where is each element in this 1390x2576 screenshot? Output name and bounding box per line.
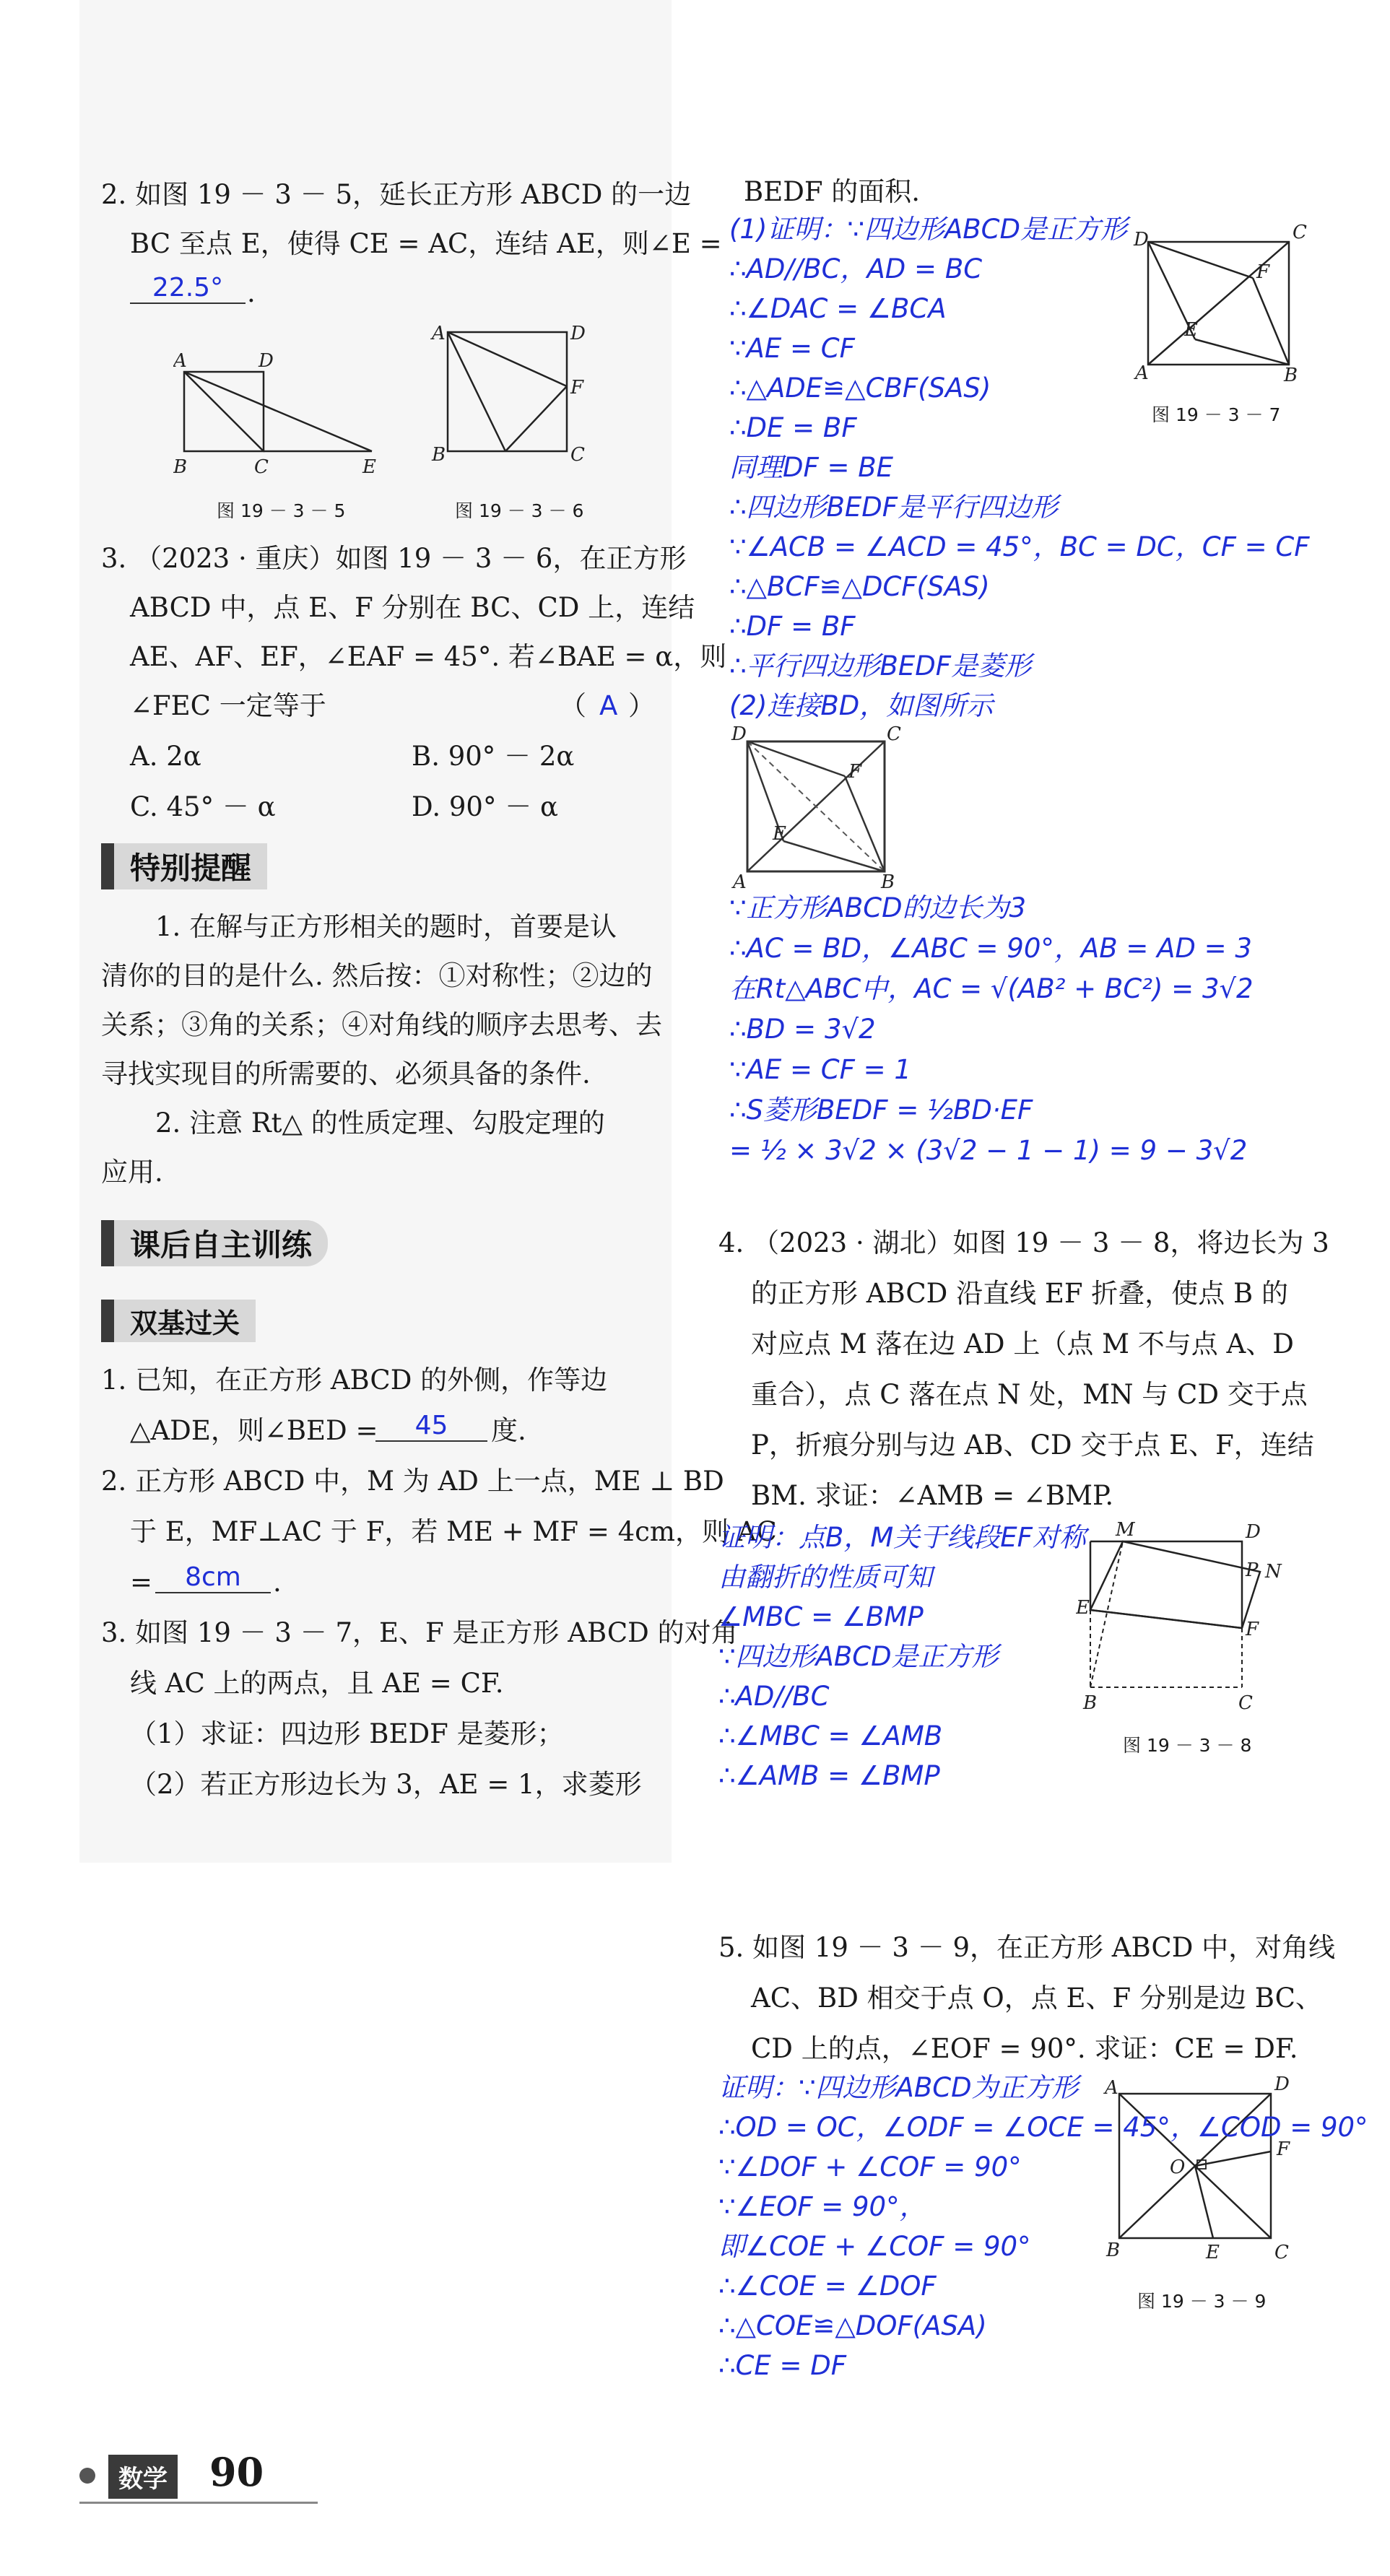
figure-19-3-6 — [426, 318, 592, 477]
e3-sol-12: (2)连接BD，如图所示 — [729, 690, 994, 721]
e4-line1: 4. （2023 · 湖北）如图 19 － 3 － 8，将边长为 3 — [718, 1227, 1329, 1258]
e1-line1: 1. 已知，在正方形 ABCD 的外侧，作等边 — [101, 1365, 608, 1396]
e5-sol-2: ∵∠DOF + ∠COF = 90° — [718, 2151, 1022, 2183]
q3-option-a: A. 2α — [130, 741, 201, 772]
q3-paren-close: ） — [628, 690, 655, 721]
q3-option-c: C. 45° － α — [130, 791, 276, 822]
e4-line6: BM. 求证：∠AMB = ∠BMP. — [751, 1480, 1114, 1511]
e5-sol-1: ∴OD = OC，∠ODF = ∠OCE = 45°，∠COD = 90° — [718, 2112, 1368, 2143]
e3-line5: BEDF 的面积. — [744, 176, 921, 207]
svg-text:E: E — [362, 456, 376, 478]
e3-line1: 3. 如图 19 － 3 － 7，E、F 是正方形 ABCD 的对角 — [101, 1617, 738, 1648]
training-banner: 课后自主训练 — [101, 1220, 328, 1266]
e2-line2: 于 E，MF⊥AC 于 F，若 ME + MF = 4cm，则 AC — [130, 1516, 777, 1547]
e4-line4: 重合），点 C 落在点 N 处，MN 与 CD 交于点 — [751, 1379, 1308, 1410]
page-number: 90 — [209, 2449, 264, 2495]
e4-sol-1: 由翻折的性质可知 — [718, 1562, 932, 1593]
tips-line6: 应用. — [101, 1157, 163, 1188]
e3-sol-18: ∴S菱形BEDF = ½BD·EF — [729, 1095, 1033, 1126]
e5-sol-5: ∴∠COE = ∠DOF — [718, 2271, 937, 2302]
tips-line3: 关系；③角的关系；④对角线的顺序去思考、去 — [101, 1009, 662, 1040]
e3-sol-15: 在Rt△ABC中，AC = √(AB² + BC²) = 3√2 — [729, 973, 1254, 1004]
svg-text:F: F — [1256, 261, 1270, 283]
q3-line1: 3. （2023 · 重庆）如图 19 － 3 － 6，在正方形 — [101, 543, 687, 574]
e3-sol-17: ∵AE = CF = 1 — [729, 1054, 911, 1085]
solution-sketch-figure — [729, 726, 903, 892]
svg-text:D: D — [1246, 1521, 1261, 1543]
e4-line5: P，折痕分别与边 AB、CD 交于点 E、F，连结 — [751, 1430, 1314, 1461]
e5-sol-0: 证明：∵四边形ABCD为正方形 — [718, 2072, 1079, 2103]
tips-line5: 2. 注意 Rt△ 的性质定理、勾股定理的 — [155, 1108, 605, 1139]
e5-sol-4: 即∠COE + ∠COF = 90° — [718, 2231, 1031, 2262]
q3-option-b: B. 90° － 2α — [412, 741, 575, 772]
fig8-caption: 图 19 － 3 － 8 — [1123, 1735, 1252, 1756]
e4-sol-4: ∴AD//BC — [718, 1681, 830, 1712]
tips-banner: 特别提醒 — [101, 843, 267, 889]
figure-19-3-7 — [1126, 217, 1314, 390]
svg-text:D: D — [259, 350, 274, 372]
e4-sol-2: ∠MBC = ∠BMP — [718, 1601, 924, 1632]
svg-text:E: E — [1206, 2242, 1220, 2260]
svg-text:A: A — [1135, 362, 1149, 384]
tips-line4: 寻找实现目的所需要的、必须具备的条件. — [101, 1058, 591, 1089]
q3-line4: ∠FEC 一定等于 — [130, 690, 326, 721]
e4-line2: 的正方形 ABCD 沿直线 EF 折叠，使点 B 的 — [751, 1278, 1289, 1309]
svg-text:C: C — [887, 726, 901, 745]
e1-line2b: 度. — [491, 1415, 526, 1446]
e3-sol-13: ∵正方形ABCD的边长为3 — [729, 892, 1027, 923]
e4-line3: 对应点 M 落在边 AD 上（点 M 不与点 A、D — [751, 1328, 1294, 1359]
e3-sol-9: ∴△BCF≌△DCF(SAS) — [729, 571, 990, 602]
svg-text:B: B — [1284, 365, 1298, 386]
svg-text:C: C — [254, 456, 269, 478]
figure-19-3-8 — [1076, 1520, 1300, 1715]
svg-text:F: F — [848, 761, 862, 783]
e3-sol-1: ∴AD//BC，AD = BC — [729, 253, 983, 284]
e4-sol-5: ∴∠MBC = ∠AMB — [718, 1720, 943, 1752]
e5-line3: CD 上的点，∠EOF = 90°. 求证：CE = DF. — [751, 2033, 1298, 2064]
svg-text:N: N — [1265, 1561, 1282, 1583]
e5-sol-7: ∴CE = DF — [718, 2350, 847, 2381]
q2-end: . — [247, 277, 256, 308]
e3-line3: （1）求证：四边形 BEDF 是菱形； — [130, 1718, 564, 1749]
e5-sol-6: ∴△COE≌△DOF(ASA) — [718, 2310, 987, 2341]
svg-text:B: B — [1083, 1692, 1098, 1714]
svg-text:C: C — [1238, 1692, 1253, 1714]
svg-text:F: F — [570, 377, 584, 399]
svg-text:A: A — [173, 350, 187, 372]
e3-sol-4: ∴△ADE≌△CBF(SAS) — [729, 373, 991, 404]
figure-19-3-9 — [1098, 2072, 1300, 2260]
e3-sol-6: 同理DF = BE — [729, 452, 894, 483]
fig6-caption: 图 19 － 3 － 6 — [455, 500, 584, 521]
e3-sol-3: ∵AE = CF — [729, 333, 855, 364]
svg-text:C: C — [1293, 222, 1307, 243]
fig9-caption: 图 19 － 3 － 9 — [1137, 2291, 1267, 2312]
svg-text:C: C — [1274, 2242, 1289, 2260]
figure-19-3-5 — [173, 339, 390, 484]
e2-line3a: = — [130, 1567, 153, 1598]
footer-rule — [79, 2502, 318, 2504]
e3-sol-7: ∴四边形BEDF是平行四边形 — [729, 492, 1059, 523]
svg-text:E: E — [1076, 1597, 1090, 1619]
svg-text:A: A — [432, 323, 446, 344]
e3-sol-10: ∴DF = BF — [729, 611, 856, 642]
e2-line3b: . — [273, 1567, 282, 1598]
e3-sol-0: (1)证明：∵四边形ABCD是正方形 — [729, 214, 1127, 245]
svg-text:B: B — [1106, 2240, 1121, 2260]
e4-sol-3: ∵四边形ABCD是正方形 — [718, 1641, 999, 1672]
e4-sol-6: ∴∠AMB = ∠BMP — [718, 1760, 940, 1791]
e3-line4: （2）若正方形边长为 3，AE = 1，求菱形 — [130, 1769, 642, 1800]
e5-line1: 5. 如图 19 － 3 － 9，在正方形 ABCD 中，对角线 — [718, 1932, 1336, 1963]
svg-text:A: A — [733, 871, 747, 892]
e3-sol-8: ∵∠ACB = ∠ACD = 45°，BC = DC，CF = CF — [729, 531, 1310, 562]
footer-subject-tab: 数学 — [108, 2455, 178, 2499]
svg-text:B: B — [881, 871, 895, 892]
q3-line3: AE、AF、EF，∠EAF = 45°. 若∠BAE = α，则 — [130, 641, 727, 672]
e3-sol-2: ∴∠DAC = ∠BCA — [729, 293, 947, 324]
svg-text:A: A — [1105, 2077, 1118, 2099]
e5-sol-3: ∵∠EOF = 90°， — [718, 2191, 926, 2222]
svg-text:M: M — [1116, 1520, 1135, 1541]
fig7-caption: 图 19 － 3 － 7 — [1152, 404, 1281, 425]
e2-answer: 8cm — [155, 1562, 271, 1593]
e3-sol-11: ∴平行四边形BEDF是菱形 — [729, 650, 1032, 682]
e3-sol-19: = ½ × 3√2 × (3√2 − 1 − 1) = 9 − 3√2 — [729, 1135, 1248, 1166]
basics-banner: 双基过关 — [101, 1300, 256, 1342]
svg-text:B: B — [173, 456, 188, 478]
svg-text:B: B — [432, 444, 446, 466]
svg-text:P: P — [1246, 1559, 1259, 1581]
e1-line2a: △ADE，则∠BED = — [130, 1415, 378, 1446]
svg-text:D: D — [1134, 229, 1149, 251]
tips-line2: 清你的目的是什么. 然后按：①对称性；②边的 — [101, 960, 653, 991]
svg-text:E: E — [1184, 319, 1198, 341]
e3-sol-14: ∴AC = BD，∠ABC = 90°，AB = AD = 3 — [729, 933, 1252, 964]
footer-dot-icon — [79, 2468, 95, 2484]
svg-text:D: D — [1274, 2074, 1290, 2095]
q3-line2: ABCD 中，点 E、F 分别在 BC、CD 上，连结 — [130, 592, 695, 623]
svg-text:C: C — [570, 444, 585, 466]
svg-text:D: D — [570, 323, 586, 344]
e3-sol-5: ∴DE = BF — [729, 412, 857, 443]
svg-text:D: D — [731, 726, 747, 745]
svg-text:F: F — [1246, 1619, 1259, 1640]
q2-line2: BC 至点 E，使得 CE = AC，连结 AE，则∠E = — [130, 228, 722, 259]
q3-option-d: D. 90° － α — [412, 791, 558, 822]
q2-line1: 2. 如图 19 － 3 － 5，延长正方形 ABCD 的一边 — [101, 179, 692, 210]
fig5-caption: 图 19 － 3 － 5 — [217, 500, 346, 521]
e4-sol-0: 证明：点B，M关于线段EF对称 — [718, 1522, 1086, 1553]
svg-text:F: F — [1277, 2138, 1290, 2160]
q2-answer: 22.5° — [130, 273, 246, 304]
q3-answer: A — [599, 690, 618, 721]
e2-line1: 2. 正方形 ABCD 中，M 为 AD 上一点，ME ⊥ BD — [101, 1466, 724, 1497]
svg-text:O: O — [1170, 2157, 1186, 2178]
q3-paren-open: （ — [560, 690, 586, 721]
svg-text:E: E — [773, 823, 786, 845]
e1-answer: 45 — [375, 1411, 487, 1442]
tips-line1: 1. 在解与正方形相关的题时，首要是认 — [155, 911, 617, 942]
e3-line2: 线 AC 上的两点，且 AE = CF. — [130, 1668, 504, 1699]
e5-line2: AC、BD 相交于点 O，点 E、F 分别是边 BC、 — [751, 1983, 1322, 2014]
e3-sol-16: ∴BD = 3√2 — [729, 1014, 876, 1045]
